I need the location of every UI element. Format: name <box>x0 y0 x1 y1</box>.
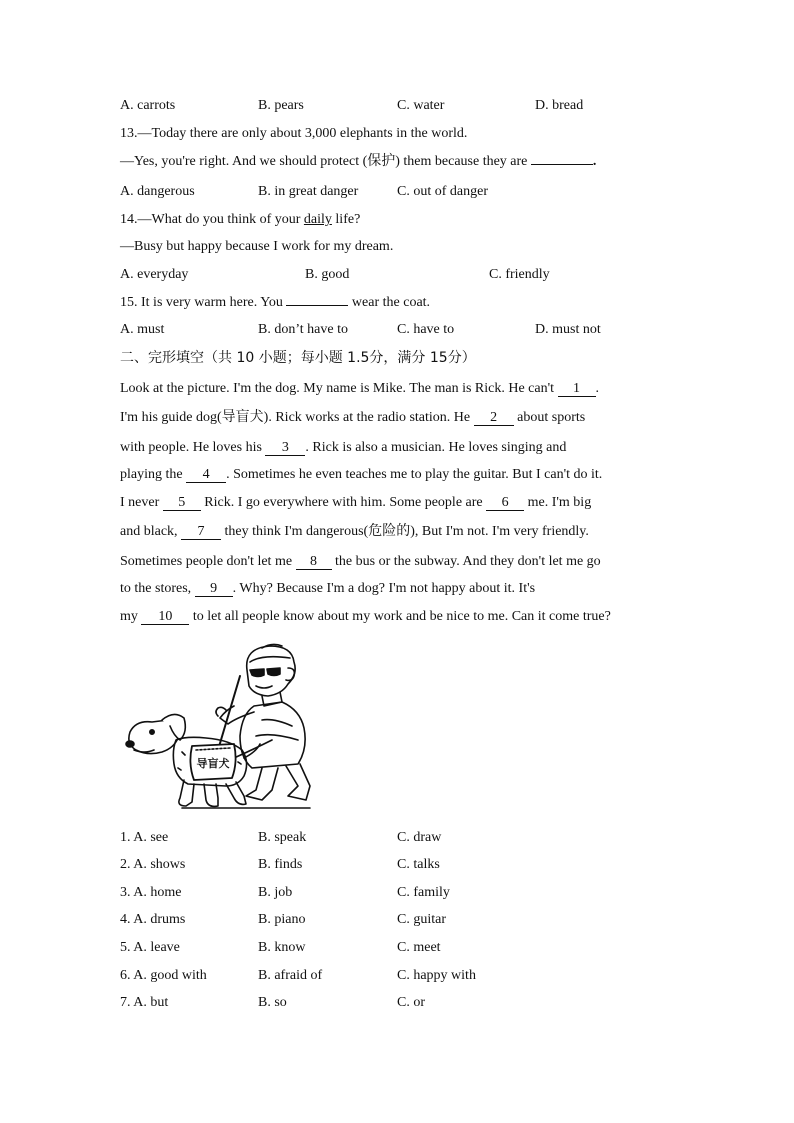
passage-text: I never <box>120 495 160 510</box>
passage-text: . Rick is also a musician. He loves singing and <box>305 440 567 455</box>
choice-a: 3. A. home <box>120 885 182 900</box>
q13-option-a: A. dangerous <box>120 184 195 199</box>
q12-option-a: A. carrots <box>120 98 176 113</box>
q14-option-c: C. friendly <box>489 267 550 282</box>
choice-a: 6. A. good with <box>120 968 207 983</box>
choice-b: B. piano <box>258 912 306 927</box>
dog-tail <box>244 744 260 758</box>
q12-option-b: B. pears <box>258 98 304 113</box>
passage-text: to let all people know about my work and be nice to me. Can it come true? <box>192 609 611 624</box>
q13-question: 13.—Today there are only about 3,000 elephants in the world. <box>120 126 468 141</box>
q13-blank <box>531 164 593 165</box>
q14-question-post: life? <box>335 212 361 227</box>
blank-1: 1 <box>558 381 596 397</box>
passage-line <box>120 439 566 457</box>
man-leg <box>246 768 278 800</box>
q15-option-d: D. must not <box>535 322 601 337</box>
choice-c: C. draw <box>397 830 442 845</box>
choice-c: C. or <box>397 995 425 1010</box>
q15-blank <box>286 305 348 306</box>
choice-a: 7. A. but <box>120 995 169 1010</box>
q14-option-a: A. everyday <box>120 267 189 282</box>
passage-text: playing the <box>120 467 183 482</box>
choice-c: C. talks <box>397 857 440 872</box>
q15-option-a: A. must <box>120 322 165 337</box>
passage-text: . <box>595 381 600 396</box>
passage-text: . Why? Because I'm a dog? I'm not happy about it. It's <box>232 581 536 596</box>
q14-option-b: B. good <box>305 267 350 282</box>
q13-answer-line <box>120 153 596 171</box>
passage-text: Sometimes people don't let me <box>120 554 293 569</box>
choice-a: 5. A. leave <box>120 940 180 955</box>
passage-line <box>120 380 599 398</box>
q14-question-pre: 14.—What do you think of your <box>120 212 301 227</box>
q13-answer-text: —Yes, you're right. And we should protect (保护) them because they are <box>120 154 528 169</box>
sunglasses <box>250 669 264 677</box>
choice-a: 2. A. shows <box>120 857 186 872</box>
q15-option-c: C. have to <box>397 322 455 337</box>
blank-6: 6 <box>486 495 524 511</box>
blank-5: 5 <box>163 495 201 511</box>
choice-c: C. family <box>397 885 450 900</box>
choice-b: B. speak <box>258 830 307 845</box>
choice-c: C. guitar <box>397 912 446 927</box>
passage-line <box>120 494 591 512</box>
blank-8: 8 <box>296 554 332 570</box>
choice-c: C. meet <box>397 940 441 955</box>
passage-text: and black, <box>120 524 178 539</box>
passage-text: me. I'm big <box>527 495 592 510</box>
q15-pre: 15. It is very warm here. You <box>120 295 283 310</box>
passage-text: the bus or the subway. And they don't let me go <box>335 554 601 569</box>
passage-text: my <box>120 609 138 624</box>
blank-10: 10 <box>141 609 189 625</box>
q14-answer: —Busy but happy because I work for my dream. <box>120 239 394 254</box>
q15-question <box>120 294 430 312</box>
passage-line <box>120 523 589 541</box>
q15-option-b: B. don’t have to <box>258 322 348 337</box>
q14-underlined-word: daily <box>303 212 332 227</box>
guide-dog-illustration <box>122 640 312 812</box>
q12-option-d: D. bread <box>535 98 584 113</box>
passage-line <box>120 466 602 484</box>
blank-2: 2 <box>474 410 514 426</box>
passage-line <box>120 553 601 571</box>
choice-b: B. job <box>258 885 293 900</box>
passage-line <box>120 409 585 427</box>
q12-option-c: C. water <box>397 98 445 113</box>
passage-text: Look at the picture. I'm the dog. My name is Mike. The man is Rick. He can't <box>120 381 555 396</box>
choice-b: B. know <box>258 940 306 955</box>
q14-question <box>120 211 360 229</box>
q13-period: . <box>592 154 597 169</box>
passage-line <box>120 580 535 598</box>
vest-label: 导盲犬 <box>196 757 230 770</box>
choice-b: B. so <box>258 995 287 1010</box>
passage-text: to the stores, <box>120 581 192 596</box>
q15-post: wear the coat. <box>351 295 431 310</box>
choice-b: B. finds <box>258 857 303 872</box>
choice-c: C. happy with <box>397 968 476 983</box>
blank-3: 3 <box>265 440 305 456</box>
choice-b: B. afraid of <box>258 968 323 983</box>
q13-option-c: C. out of danger <box>397 184 488 199</box>
cane <box>218 676 240 750</box>
blank-7: 7 <box>181 524 221 540</box>
passage-text: about sports <box>517 410 586 425</box>
q13-option-b: B. in great danger <box>258 184 359 199</box>
passage-text: Rick. I go everywhere with him. Some people are <box>204 495 483 510</box>
section-heading: 二、完形填空（共 10 小题；每小题 1.5分，满分 15分） <box>120 350 476 366</box>
passage-text: I'm his guide dog(导盲犬). Rick works at the radio station. He <box>120 410 471 425</box>
passage-text: with people. He loves his <box>120 440 262 455</box>
dog-nose <box>126 741 134 747</box>
passage-text: . Sometimes he even teaches me to play the guitar. But I can't do it. <box>226 467 603 482</box>
blank-4: 4 <box>186 467 226 483</box>
passage-text: they think I'm dangerous(危险的), But I'm not. I'm very friendly. <box>224 524 589 539</box>
passage-line <box>120 608 611 626</box>
choice-a: 4. A. drums <box>120 912 186 927</box>
blank-9: 9 <box>195 581 233 597</box>
choice-a: 1. A. see <box>120 830 169 845</box>
